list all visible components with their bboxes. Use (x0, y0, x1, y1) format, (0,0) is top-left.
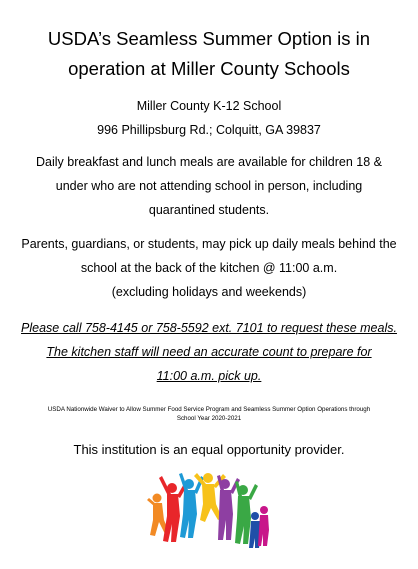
waiver-note (20, 405, 398, 423)
pickup-line-3: (excluding holidays and weekends) (111, 285, 307, 299)
school-address (0, 94, 418, 142)
pickup-info (0, 232, 418, 304)
title-line-1: USDA’s Seamless Summer Option is in (47, 28, 371, 49)
callout-line-2: The kitchen staff will need an accurate count to prepare for (46, 345, 372, 359)
meals-line-2: under who are not attending school in person, including (55, 179, 363, 193)
pickup-line-2: school at the back of the kitchen @ 11:00 a.m. (80, 261, 338, 275)
meals-line-1: Daily breakfast and lunch meals are available for children 18 & (35, 155, 383, 169)
waiver-line-1: USDA Nationwide Waiver to Allow Summer Food Service Program and Seamless Summer Option Operations through (47, 406, 371, 413)
title-line-2: operation at Miller County Schools (68, 58, 350, 79)
school-name: Miller County K-12 School (136, 99, 282, 113)
callout-line-1: Please call 758-4145 or 758-5592 ext. 7101 to request these meals. (21, 321, 397, 335)
callout-line-3: 11:00 a.m. pick up. (156, 369, 262, 383)
street-address: 996 Phillipsburg Rd.; Colquitt, GA 39837 (97, 123, 321, 137)
flyer-title (0, 24, 418, 84)
meals-line-3: quarantined students. (148, 203, 270, 217)
waiver-line-2: School Year 2020-2021 (176, 415, 242, 422)
request-callout (0, 316, 418, 388)
pickup-line-1: Parents, guardians, or students, may pick up daily meals behind the (21, 237, 397, 251)
meals-info (0, 150, 418, 222)
children-silhouettes-illustration (145, 470, 271, 550)
child-silhouette-magenta (258, 506, 269, 546)
equal-opportunity-statement: This institution is an equal opportunity provider. (73, 442, 345, 457)
